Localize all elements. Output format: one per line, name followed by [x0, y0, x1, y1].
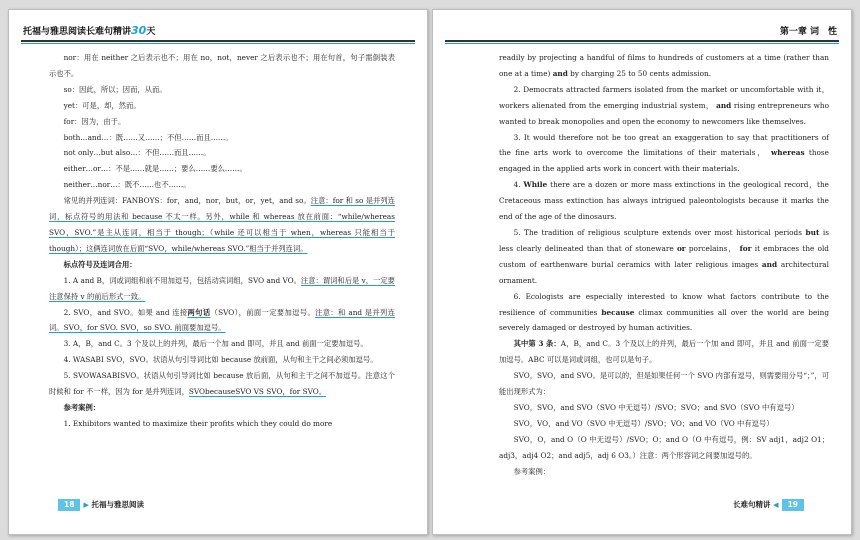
conj-def-neither-nor: neither…nor…：既不……也不……。	[63, 180, 191, 190]
page-body	[49, 50, 395, 432]
example-text: rising entrepreneurs who wanted to break monopolies and open the economy to newcomers like themselves.	[499, 100, 830, 126]
rule-5	[49, 368, 395, 400]
conjunction: or	[676, 243, 686, 253]
footer-label: 托福与雅思阅读	[91, 500, 144, 509]
chapter-topic: 词 性	[809, 27, 837, 37]
conj-def-either-or: either…or…：不是……就是……；要么……要么……。	[63, 164, 247, 174]
page-number: 18	[58, 499, 80, 511]
triangle-left-icon: ◀	[773, 501, 779, 509]
header-rule	[445, 40, 839, 42]
example-text: those engaged in the applied arts work in concert with their materials.	[499, 148, 829, 174]
example-text: porcelains，	[688, 243, 737, 253]
conjunction: While	[523, 180, 548, 190]
examples-heading: 参考案例：	[63, 402, 101, 412]
days-unit: 天	[146, 27, 156, 37]
example-6	[499, 289, 829, 337]
header-rule-accent	[21, 43, 415, 44]
header-rule	[21, 40, 415, 42]
conj-def-yet: yet：可是，却，然而。	[63, 100, 141, 110]
running-header	[23, 24, 413, 40]
examples-heading: 参考案例：	[513, 466, 551, 476]
triangle-right-icon: ▶	[83, 501, 89, 509]
rule-3-note	[499, 336, 829, 368]
example-5	[499, 225, 829, 289]
pattern-vo: SVO，VO，and VO（SVO 中无逗号）/SVO；VO；and VO（VO 中有逗号）	[513, 418, 774, 428]
rule-1-text: 1. A and B，词或词组和前不用加逗号，包括动宾词组，SVO and VO。	[63, 275, 301, 285]
rule-2-note: 注意：和 and 是并列连词。SVO，for SVO. SVO，so SVO. 前面要加逗号。	[49, 307, 395, 333]
page-footer	[55, 498, 144, 512]
example-4	[499, 177, 829, 225]
fanboys-note: 注意：for 和 so 是并列连词，标点符号的用法和 because 不太一样。	[49, 196, 395, 222]
conjunction: whereas	[771, 148, 805, 158]
note-text: A，B，and C。3 个及以上的并列，最后一个加 and 即可，并且 and 前面一定要加逗号。ABC 可以是词或词组，也可以是句子。	[499, 339, 829, 365]
rule-5-text: 5. SVOWASABISVO。状语从句引导词比如 because 放后面，从句和主干之间不加逗号。注意这个时候和 for 不一样，因为 for 是并列连词，	[49, 371, 395, 397]
rule-4: 4. WASABI SVO，SVO。状语从句引导词比如 because 放前面，从句和主干之间必须加逗号。	[63, 355, 378, 365]
book-title: 托福与雅思阅读长难句精讲	[23, 27, 132, 37]
conjunction: for	[739, 243, 752, 253]
while-whereas-note: 另外，while 和 whereas 放在前面：“while/whereas SVO，SVO.”是主从连词，相当于 though；（while 还可以相当于 when，whereas 只能相当于 though）；这俩连词放在后面“SVO，while/whereas SVO.”相当于并列连词。	[49, 212, 395, 253]
example-3	[499, 130, 829, 178]
example-text: 2. Democrats attracted farmers isolated from the market or uncomfortable with it，workers alienated from the emerging industrial system，	[499, 84, 829, 110]
conj-def-not-only: not only…but also…：不但……而且……。	[63, 148, 211, 158]
fanboys-paragraph	[49, 193, 395, 257]
rule-5-compare: SVObecauseSVO VS SVO，for SVO。	[188, 387, 326, 397]
rule-2-text-b: （SVO），前面一定要加逗号。	[210, 307, 316, 317]
conj-def-nor: nor：用在 neither 之后表示也不；用在 no，not，never 之后表示也不；用在句首，句子需倒装表示也不。	[49, 53, 395, 78]
page-number: 19	[782, 499, 804, 511]
chapter-label: 第一章	[779, 27, 807, 37]
example-text: 6. Ecologists are especially interested to know what factors contribute to the resilience of communities	[499, 291, 829, 317]
pattern-o: SVO，O，and O（O 中无逗号）/SVO；O；and O（O 中有逗号，例：SV adj1，adj2 O1；adj3，adj4 O2；and adj5，adj 6 O3。）注意：两个形容词之间要加逗号的。	[499, 434, 829, 460]
conjunction: and	[716, 100, 732, 110]
conj-def-both-and: both…and…：既……又……；不但……而且……。	[63, 132, 233, 142]
running-header	[447, 24, 837, 40]
conjunction: because	[601, 307, 635, 317]
conj-def-so: so：因此，所以；因而，从而。	[63, 84, 167, 94]
pattern-svo: SVO，SVO，and SVO（SVO 中无逗号）/SVO；SVO；and SVO（SVO 中有逗号）	[513, 402, 799, 412]
section-heading: 标点符号及连词合用：	[63, 259, 137, 269]
semicolon-note: SVO，SVO，and SVO。是可以的，但是如果任何一个 SVO 内部有逗号，则需要用分号“；”，可能出现形式为：	[499, 371, 829, 397]
example-text: readily by projecting a handful of films to hundreds of customers at a time (rather than one at a time)	[499, 53, 829, 78]
example-1: 1. Exhibitors wanted to maximize their profits which they could do more	[63, 418, 333, 428]
note-label: 其中第 3 条：	[513, 339, 561, 349]
example-text: 5. The tradition of religious sculpture extends over most historical periods	[513, 227, 802, 237]
rule-2-emphasis: 两句话	[187, 307, 211, 317]
example-text: architectural ornament.	[499, 259, 829, 285]
conjunction: but	[805, 227, 820, 237]
rule-2-text: 2. SVO，and SVO。如果 and 连接	[63, 307, 188, 317]
example-text: is less clearly delineated than that of stoneware	[499, 227, 829, 253]
example-2	[499, 82, 829, 130]
rule-2	[49, 305, 395, 337]
example-text: 3. It would therefore not be too great an exaggeration to say that practitioners of the fine arts work to overcome the limitations of their materials，	[499, 132, 829, 158]
example-text: there are a dozen or more mass extinctions in the geological record，the Cretaceous mass extinction has always intrigued paleontologists because it marks the end of the age of the dinosaurs.	[499, 180, 829, 222]
page-footer	[733, 498, 807, 512]
footer-label: 长难句精讲	[733, 500, 771, 509]
example-text: 4.	[513, 180, 521, 190]
conj-def-for: for：因为，由于。	[63, 116, 126, 126]
conjunction: and	[761, 259, 778, 269]
rule-1	[49, 273, 395, 305]
example-1-continued	[499, 50, 829, 82]
fanboys-text: 常见的并列连词：FANBOYS：for，and，nor，but，or，yet，and so。	[63, 196, 311, 206]
conjunction: and	[552, 68, 568, 78]
rule-3: 3. A，B，and C。3 个及以上的并列，最后一个加 and 即可，并且 and 前面一定要加逗号。	[63, 339, 368, 349]
rule-1-note: 注意：谓词和后是 v，一定要注意保持 v 的前后形式一致。	[49, 275, 395, 301]
example-text: climax communities all over the world are being severely damaged or destroyed by human activities.	[499, 307, 829, 333]
right-page	[432, 9, 852, 535]
header-rule-accent	[445, 43, 839, 44]
left-page	[8, 9, 428, 535]
example-text: by charging 25 to 50 cents admission.	[570, 68, 712, 78]
example-text: it embraces the old custom of earthenware burial ceramics with later religious images	[499, 243, 829, 269]
page-body	[499, 50, 829, 479]
days-number: 30	[131, 24, 147, 37]
